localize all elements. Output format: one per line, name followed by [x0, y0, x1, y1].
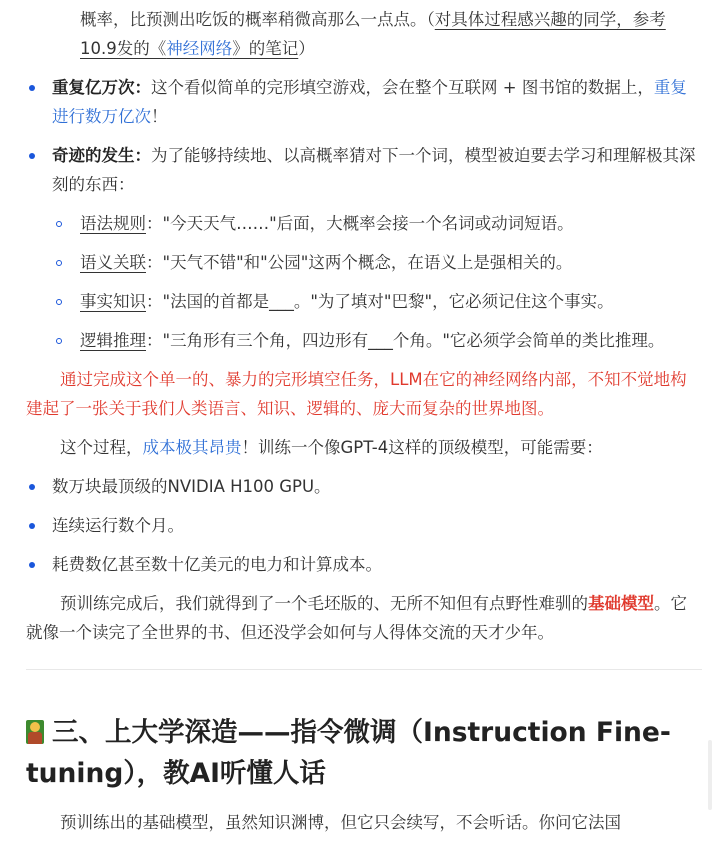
intro-close: ）: [298, 39, 315, 58]
sub-list-item: [26, 248, 702, 277]
sub-list: [26, 209, 702, 355]
teacher-emoji-icon: [26, 718, 44, 744]
base-model-paragraph: [26, 589, 702, 647]
base-text: 预训练完成后，我们就得到了一个毛坯版的、无所不知但有点野性难驯的: [60, 594, 588, 613]
section-heading-text: 三、上大学深造——指令微调（Instruction Fine-tuning），教AI听懂人话: [26, 717, 671, 789]
bullet-icon: [29, 153, 35, 159]
bullet-icon: [29, 523, 35, 529]
side-panel-edge: [708, 740, 712, 810]
sub-list-item: [26, 287, 702, 316]
item-highlight: 重复进行数万亿次: [52, 78, 687, 126]
item-title: 奇迹的发生：: [52, 146, 151, 165]
bullet-icon: [29, 562, 35, 568]
bullet-icon: [29, 484, 35, 490]
base-highlight: 基础模型: [588, 594, 654, 613]
intro-continuation: [26, 5, 702, 63]
cost-paragraph: [26, 433, 702, 462]
notes-link-text: 对具体过程感兴趣的同学，参考10.9发的《: [80, 10, 666, 58]
sub-item-term: 事实知识: [80, 292, 146, 311]
list-item: [26, 511, 702, 540]
item-title: 重复亿万次：: [52, 78, 151, 97]
sub-item-term: 语法规则: [80, 214, 146, 233]
cost-highlight: 成本极其昂贵: [142, 438, 242, 457]
neural-network-link[interactable]: 神经网络: [166, 39, 233, 58]
item-text: 耗费数亿甚至数十亿美元的电力和计算成本。: [52, 555, 382, 574]
list-item: [26, 73, 702, 131]
section-divider: [26, 669, 702, 670]
section-heading: [26, 712, 702, 794]
bullet-icon: [29, 85, 35, 91]
list-item: [26, 141, 702, 355]
circle-bullet-icon: [56, 221, 62, 227]
sub-item-text: ："天气不错"和"公园"这两个概念，在语义上是强相关的。: [146, 253, 573, 272]
circle-bullet-icon: [56, 299, 62, 305]
cost-text: 这个过程，: [60, 438, 143, 457]
article-content: [26, 5, 702, 837]
sub-item-text: ："今天天气……"后面，大概率会接一个名词或动词短语。: [146, 214, 574, 233]
section-intro-paragraph: 预训练出的基础模型，虽然知识渊博，但它只会续写，不会听话。你问它法国: [60, 813, 621, 832]
item-text: 这个看似简单的完形填空游戏，会在整个互联网 + 图书馆的数据上，: [151, 78, 654, 97]
sub-item-term: 逻辑推理: [80, 331, 146, 350]
sub-item-text: ："法国的首都是___。"为了填对"巴黎"，它必须记住这个事实。: [146, 292, 614, 311]
item-text: 为了能够持续地、以高概率猜对下一个词，模型被迫要去学习和理解极其深刻的东西：: [52, 146, 696, 194]
item-tail: ！: [151, 107, 168, 126]
sub-item-term: 语义关联: [80, 253, 146, 272]
bullet-list: [26, 73, 702, 355]
sub-item-text: ："三角形有三个角，四边形有___个角。"它必须学会简单的类比推理。: [146, 331, 665, 350]
list-item: [26, 472, 702, 501]
intro-text: 概率，比预测出吃饭的概率稍微高那么一点点。（: [80, 10, 435, 29]
sub-list-item: [26, 326, 702, 355]
highlight-paragraph: 通过完成这个单一的、暴力的完形填空任务，LLM在它的神经网络内部，不知不觉地构建起了一张关于我们人类语言、知识、逻辑的、庞大而复杂的世界地图。: [26, 370, 687, 418]
cost-text-end: ！训练一个像GPT-4这样的顶级模型，可能需要：: [241, 438, 603, 457]
notes-link-text-end: 》的笔记: [232, 39, 299, 58]
item-text: 数万块最顶级的NVIDIA H100 GPU。: [52, 477, 331, 496]
sub-list-item: [26, 209, 702, 238]
list-item: [26, 550, 702, 579]
circle-bullet-icon: [56, 338, 62, 344]
cost-list: [26, 472, 702, 579]
base-text-end: 。它就像一个读完了全世界的书、但还没学会如何与人得体交流的天才少年。: [26, 594, 687, 642]
circle-bullet-icon: [56, 260, 62, 266]
item-text: 连续运行数个月。: [52, 516, 184, 535]
